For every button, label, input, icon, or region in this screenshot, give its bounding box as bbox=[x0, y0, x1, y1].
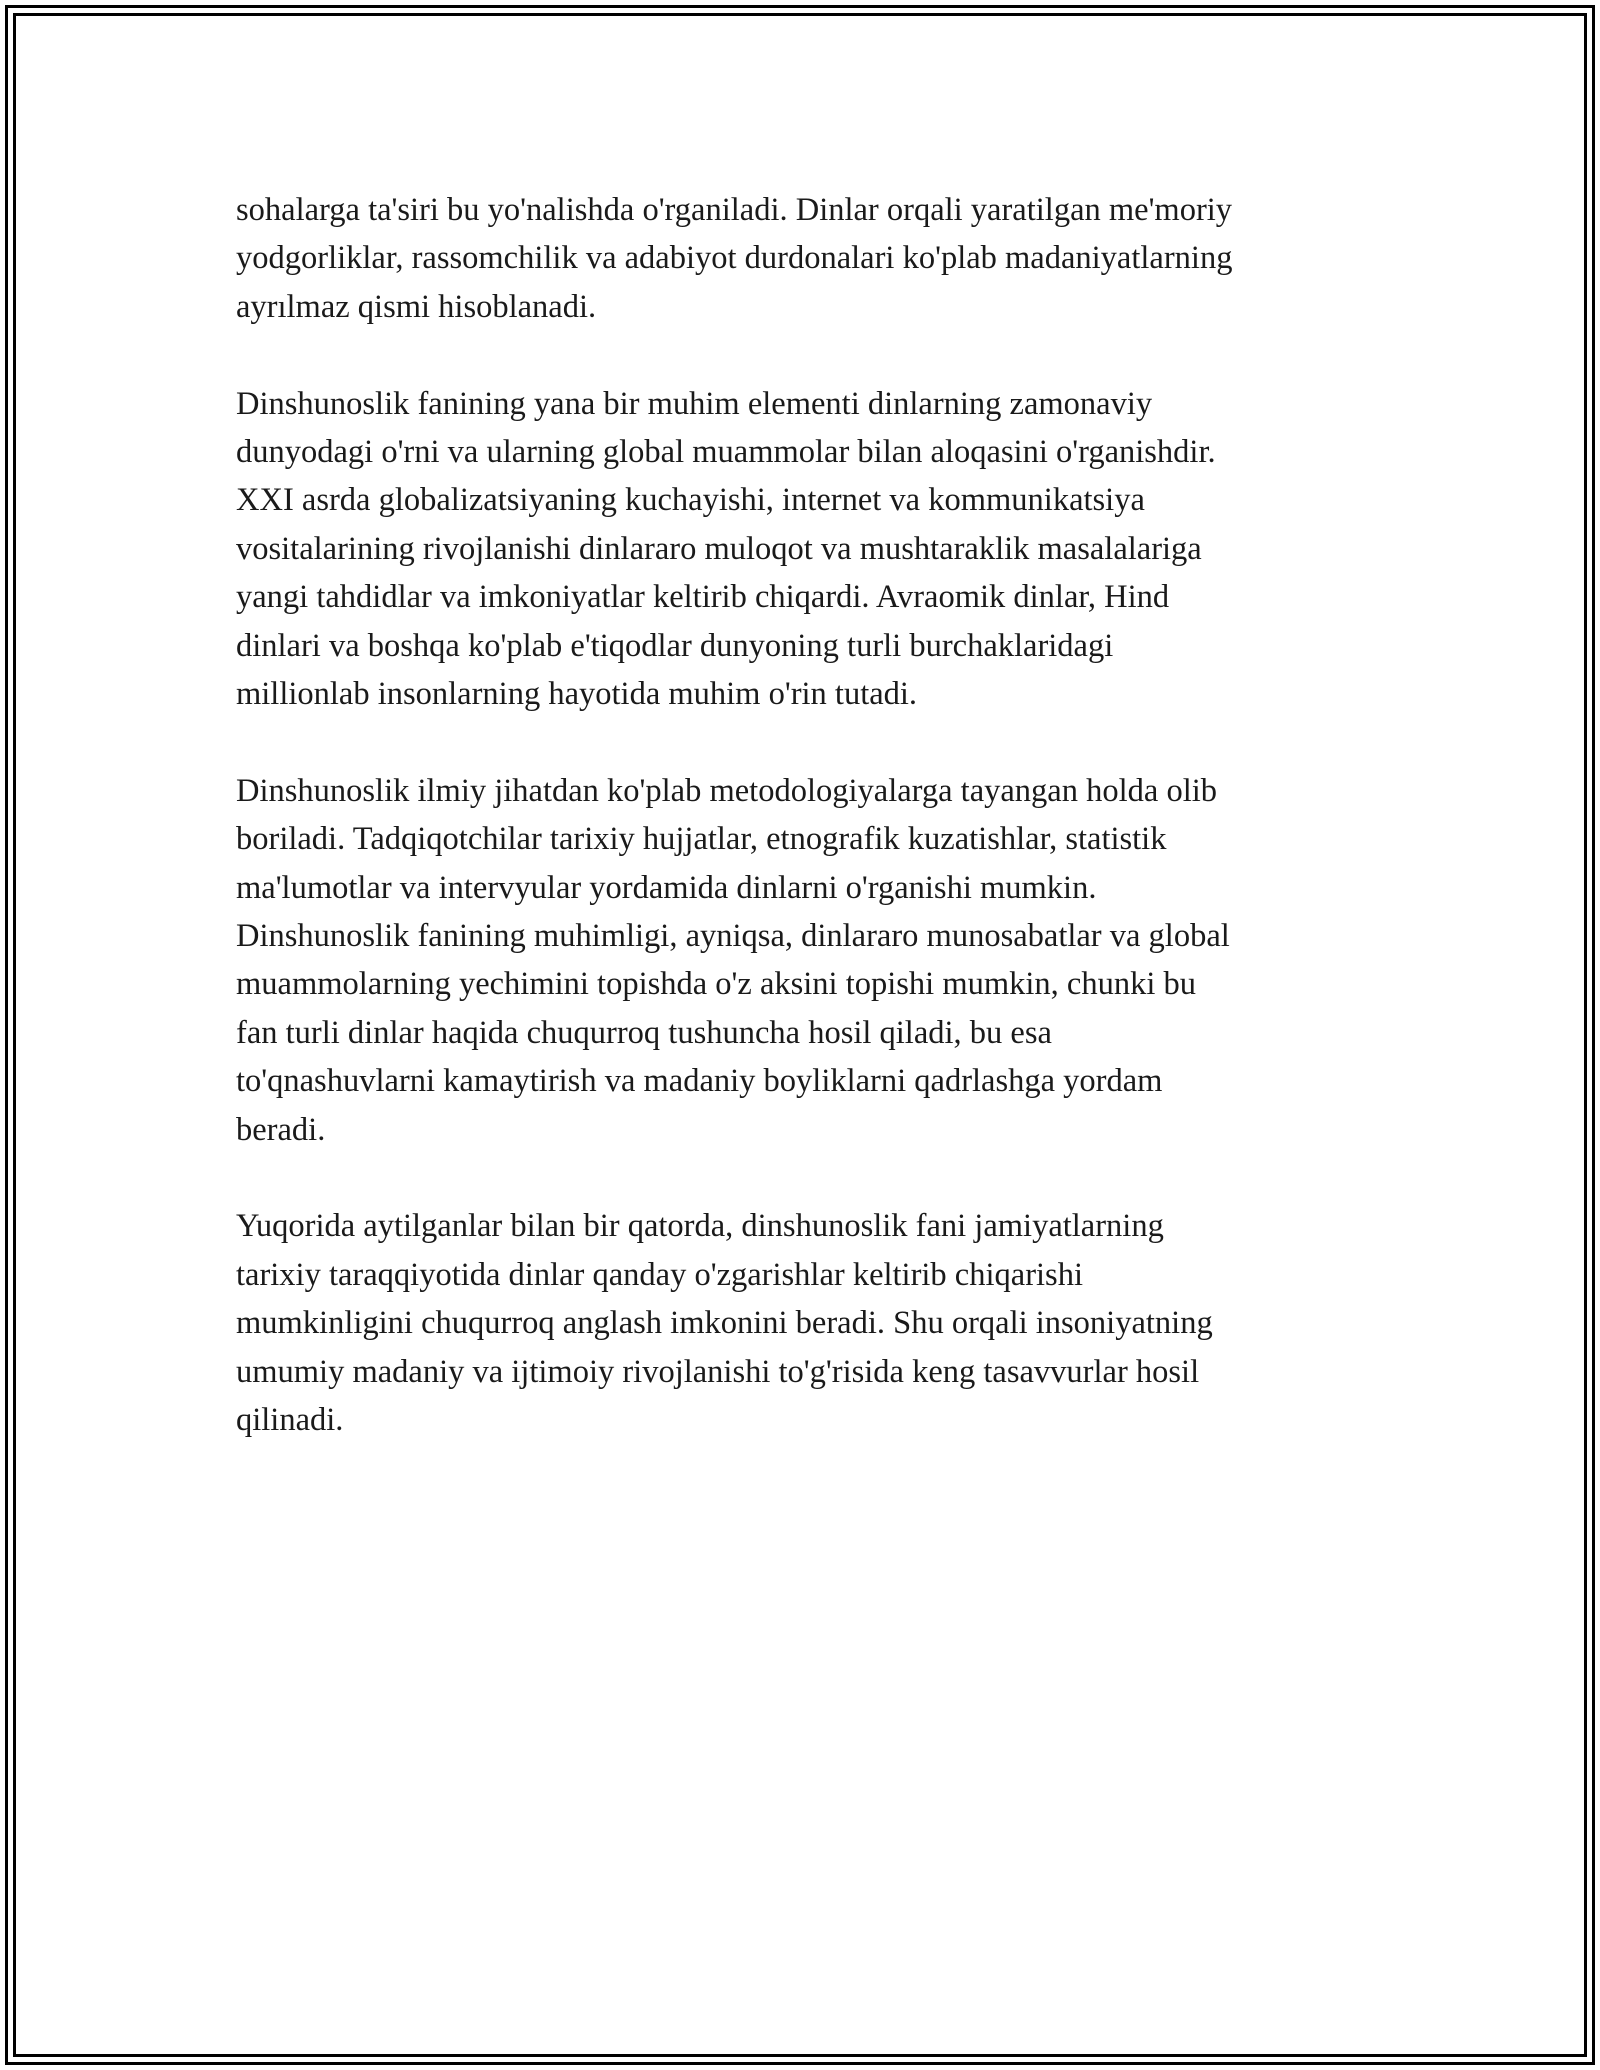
paragraph-3: Dinshunoslik ilmiy jihatdan ko'plab metodologiyalarga tayangan holda olib boriladi. Tadqiqotchilar tarixiy hujjatlar, etnografik kuzatishlar, statistik ma'lumotlar va intervyular yordamida dinlarni o'rganishi mumkin. Dinshunoslik fanining muhimligi, ayniqsa, dinlararo munosabatlar va global muammolarning yechimini topishda o'z aksini topishi mumkin, chunki bu fan turli dinlar haqida chuqurroq tushuncha hosil qiladi, bu esa to'qnashuvlarni kamaytirish va madaniy boyliklarni qadrlashga yordam beradi. bbox=[236, 772, 1230, 1148]
document-body bbox=[236, 186, 1386, 1493]
paragraph-4: Yuqorida aytilganlar bilan bir qatorda, dinshunoslik fani jamiyatlarning tarixiy taraqqiyotida dinlar qanday o'zgarishlar keltirib chiqarishi mumkinligini chuqurroq anglash imkonini beradi. Shu orqali insoniyatning umumiy madaniy va ijtimoiy rivojlanishi to'g'risida keng tasavvurlar hosil qilinadi. bbox=[236, 1208, 1213, 1439]
paragraph-2: Dinshunoslik fanining yana bir muhim elementi dinlarning zamonaviy dunyodagi o'rni va ularning global muammolar bilan aloqasini o'rganishdir. XXI asrda globalizatsiyaning kuchayishi, internet va kommunikatsiya vositalarining rivojlanishi dinlararo muloqot va mushtaraklik masalalariga yangi tahdidlar va imkoniyatlar keltirib chiqardi. Avraomik dinlar, Hind dinlari va boshqa ko'plab e'tiqodlar dunyoning turli burchaklaridagi millionlab insonlarning hayotida muhim o'rin tutadi. bbox=[236, 385, 1216, 713]
paragraph-1: sohalarga ta'siri bu yo'nalishda o'rganiladi. Dinlar orqali yaratilgan me'moriy yodgorliklar, rassomchilik va adabiyot durdonalari ko'plab madaniyatlarning ayrılmaz qismi hisoblanadi. bbox=[236, 192, 1233, 325]
